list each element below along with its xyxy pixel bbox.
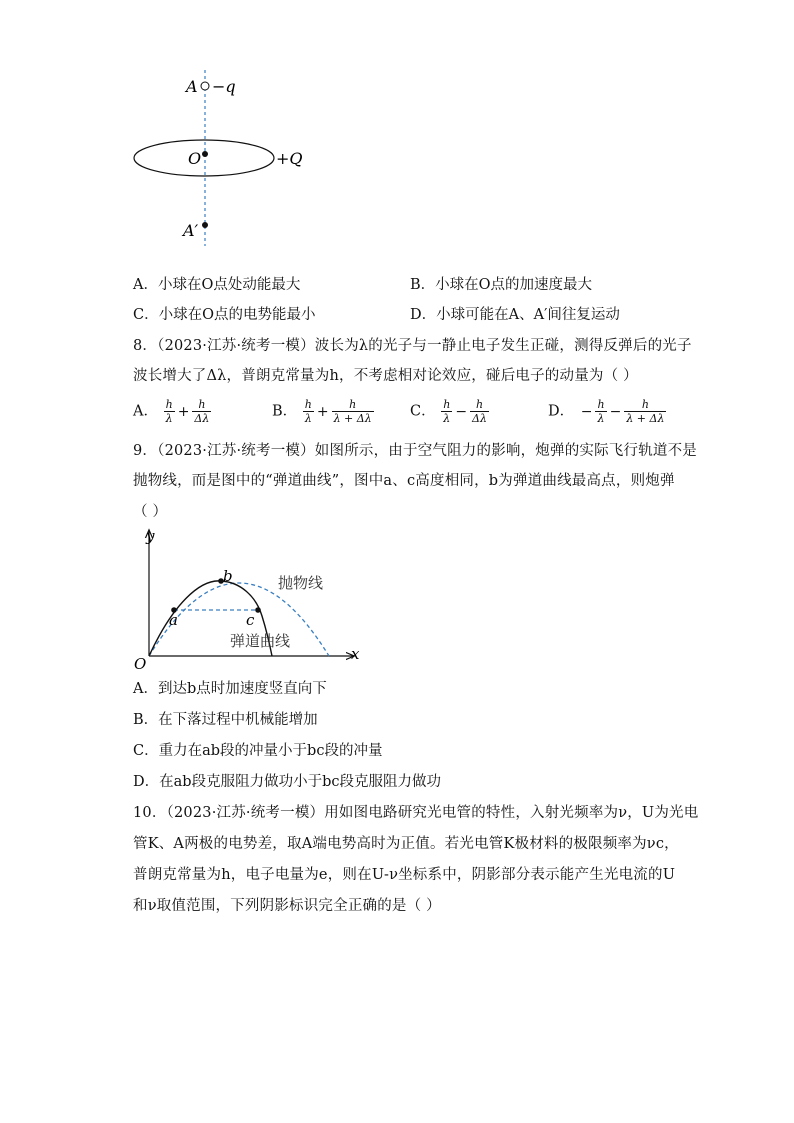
- q8-option-b-frac1: $\frac{h}{\lambda}$: [304, 398, 312, 425]
- point-c-dot: [255, 607, 261, 613]
- q7-option-d: [410, 305, 620, 325]
- q7-option-b-letter: B．: [410, 277, 436, 293]
- q9-stem-line-2: 抛物线，而是图中的“弹道曲线”，图中a、c高度相同，b为弹道曲线最高点，则炮弹: [133, 473, 675, 489]
- q7-option-a-letter: A．: [133, 277, 158, 293]
- q8-stem-line-1: 8．（2023·江苏·统考一模）波长为λ的光子与一静止电子发生正碰，测得反弹后的光子: [133, 338, 692, 354]
- q8-option-b-frac2: $\frac{h}{\lambda + \Delta\lambda}$: [333, 398, 372, 425]
- q10-stem-line-3: 普朗克常量为h，电子电量为e，则在U-ν坐标系中，阴影部分表示能产生光电流的U: [133, 867, 676, 883]
- label-point-a: a: [169, 611, 178, 629]
- ring-charge-figure: [120, 68, 320, 248]
- q8-option-c: C． $\frac{h}{\lambda}$ − $\frac{h}{\Delta\lambda}$: [410, 398, 487, 425]
- q8-option-c-frac2: $\frac{h}{\Delta\lambda}$: [472, 398, 487, 425]
- q7-option-d-text: 小球可能在A、A′间往复运动: [436, 307, 620, 323]
- parabola-label: 抛物线: [278, 574, 324, 592]
- q9-option-a: [133, 679, 327, 699]
- q8-option-a: A． $\frac{h}{\lambda}$ + $\frac{h}{\Delta\lambda}$: [133, 398, 210, 425]
- q8-option-d-frac1: $\frac{h}{\lambda}$: [597, 398, 605, 425]
- q9-option-d: [133, 772, 441, 792]
- q7-option-d-letter: D．: [410, 307, 437, 323]
- q8-stem-line-2: 波长增大了Δλ，普朗克常量为h，不考虑相对论效应，碰后电子的动量为（ ）: [133, 368, 638, 384]
- x-axis-label: x: [351, 645, 360, 663]
- q9-option-b: [133, 710, 318, 730]
- q7-option-c-text: 小球在O点的电势能最小: [158, 307, 316, 323]
- q7-option-c: [133, 305, 316, 325]
- q8-option-a-frac2: $\frac{h}{\Delta\lambda}$: [194, 398, 210, 425]
- q9-option-c-letter: C．: [133, 743, 159, 759]
- label-o: O: [188, 149, 202, 168]
- q9-option-c-text: 重力在ab段的冲量小于bc段的冲量: [158, 743, 383, 759]
- q8-option-d-letter: D．: [548, 403, 575, 420]
- q8-option-c-letter: C．: [410, 403, 436, 420]
- y-axis-label: y: [146, 527, 155, 545]
- q8-option-b-letter: B．: [272, 403, 298, 420]
- label-minus-q: −q: [212, 77, 236, 96]
- q9-stem-line-3: （ ）: [133, 504, 168, 520]
- origin-label: O: [134, 655, 147, 672]
- q8-option-c-frac1: $\frac{h}{\lambda}$: [443, 398, 451, 425]
- charged-ring: [134, 140, 274, 176]
- point-o-marker: [202, 151, 208, 157]
- q8-option-d: D． − $\frac{h}{\lambda}$ − $\frac{h}{\lambda + \Delta\lambda}$: [548, 398, 665, 425]
- q9-option-c: [133, 741, 382, 761]
- q7-option-b: [410, 275, 592, 295]
- q7-option-a: [133, 275, 300, 295]
- label-point-c: c: [246, 611, 255, 629]
- point-a-marker: [201, 82, 209, 90]
- q7-option-b-text: 小球在O点的加速度最大: [435, 277, 593, 293]
- q8-option-b: B． $\frac{h}{\lambda}$ + $\frac{h}{\lambda + \Delta\lambda}$: [272, 398, 372, 425]
- q9-stem-line-1: 9．（2023·江苏·统考一模）如图所示，由于空气阻力的影响，炮弹的实际飞行轨道不是: [133, 443, 697, 459]
- q8-option-a-frac1: $\frac{h}{\lambda}$: [165, 398, 173, 425]
- q9-option-b-text: 在下落过程中机械能增加: [158, 712, 318, 728]
- q8-option-a-letter: A．: [133, 403, 158, 420]
- q9-option-b-letter: B．: [133, 712, 159, 728]
- point-a-prime-marker: [202, 222, 208, 228]
- q10-stem-line-4: 和ν取值范围，下列阴影标识完全正确的是（ ）: [133, 898, 441, 914]
- q10-stem-line-2: 管K、A两极的电势差，取A端电势高时为正值。若光电管K极材料的极限频率为νc，: [133, 836, 679, 852]
- ballistic-label: 弹道曲线: [230, 632, 291, 650]
- q9-option-a-text: 到达b点时加速度竖直向下: [157, 681, 327, 697]
- label-point-b: b: [223, 567, 233, 585]
- q7-option-a-text: 小球在O点处动能最大: [157, 277, 301, 293]
- q8-option-d-frac2: $\frac{h}{\lambda + \Delta\lambda}$: [626, 398, 665, 425]
- q9-option-a-letter: A．: [133, 681, 158, 697]
- q8-option-d-prefix: −: [580, 403, 593, 420]
- label-a-prime: A′: [183, 221, 199, 240]
- label-plus-q: +Q: [276, 149, 303, 168]
- trajectory-figure: [128, 524, 368, 672]
- q10-stem-line-1: 10．（2023·江苏·统考一模）用如图电路研究光电管的特性，入射光频率为ν，U为光电: [133, 805, 699, 821]
- label-a: A: [186, 77, 198, 96]
- q9-option-d-letter: D．: [133, 774, 160, 790]
- q7-option-c-letter: C．: [133, 307, 159, 323]
- q9-option-d-text: 在ab段克服阻力做功小于bc段克服阻力做功: [159, 774, 441, 790]
